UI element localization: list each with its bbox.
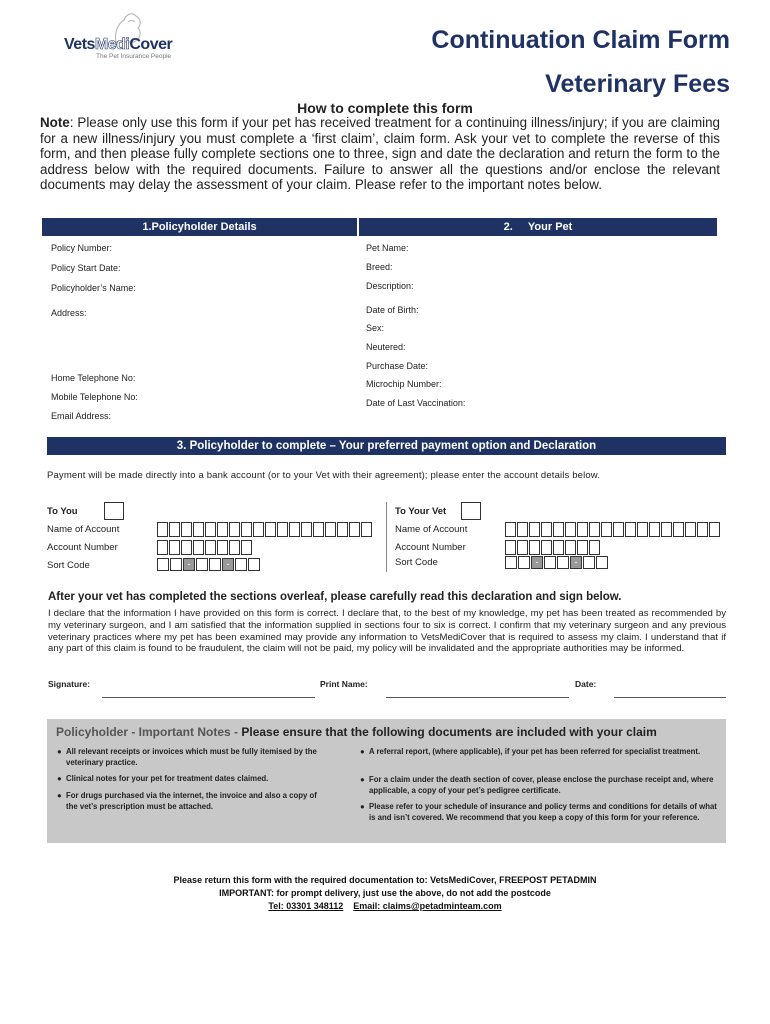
payment-divider: [386, 502, 387, 572]
logo-tagline: The Pet Insurance People: [96, 53, 172, 60]
bullet-icon: ●: [57, 747, 62, 756]
vet-account-number-input[interactable]: [505, 540, 601, 555]
form-title: Continuation Claim Form: [431, 26, 730, 54]
print-name-label: Print Name:: [320, 679, 368, 689]
note-right-2: ● For a claim under the death section of cover, please enclose the purchase receipt and, where applicable, a copy of your pet’s pedigree certificate.: [360, 775, 714, 795]
return-address: Please return this form with the required documentation to: VetsMediCover, FREEPOST PETADMIN: [173, 875, 597, 885]
policyholder-name-field[interactable]: Policyholder’s Name:: [51, 283, 136, 293]
important-notes-title: [56, 725, 657, 739]
logo-cover: Cover: [129, 36, 173, 53]
you-account-number-label: Account Number: [47, 542, 118, 553]
policy-start-date-field[interactable]: Policy Start Date:: [51, 263, 121, 273]
to-you-label: To You: [47, 506, 78, 517]
you-account-name-input[interactable]: [157, 522, 373, 537]
vet-account-number-label: Account Number: [395, 542, 466, 553]
vet-name-of-account-label: Name of Account: [395, 524, 468, 535]
notes-title-text: Please ensure that the following documents are included with your claim: [241, 725, 657, 739]
address-field[interactable]: Address:: [51, 308, 87, 318]
mobile-telephone-field[interactable]: Mobile Telephone No:: [51, 392, 138, 402]
to-vet-label: To Your Vet: [395, 506, 447, 517]
vet-account-name-input[interactable]: [505, 522, 721, 537]
instructions-heading: How to complete this form: [297, 100, 473, 116]
postcode-note: IMPORTANT: for prompt delivery, just use the above, do not add the postcode: [219, 888, 551, 898]
note-left-1: ● All relevant receipts or invoices which must be fully itemised by the veterinary practice.: [57, 747, 317, 767]
logo-wordmark: [64, 36, 172, 54]
signature-label: Signature:: [48, 679, 91, 689]
you-sort-code-label: Sort Code: [47, 560, 90, 571]
bullet-icon: ●: [360, 775, 365, 784]
telephone-link[interactable]: Tel: 03301 348112: [268, 901, 344, 911]
policy-number-field[interactable]: Policy Number:: [51, 243, 113, 253]
note-text: : Please only use this form if your pet has received treatment for a continuing illness/injury; if you are claiming for a new illness/injury you must complete a ‘first claim’, claim form. Ask your vet to complete the reverse of this form, and then please fully complete sections one to three, sign and date the declaration and return the form to the address below with the required documents. Failure to answer all the questions and/or enclose the relevant documents may delay the assessment of your claim. Please refer to the important notes below.: [40, 115, 720, 192]
neutered-field[interactable]: Neutered:: [366, 342, 406, 352]
description-field[interactable]: Description:: [366, 281, 414, 291]
signature-line[interactable]: [102, 697, 315, 698]
bullet-icon: ●: [57, 791, 62, 800]
note-label: Note: [40, 115, 70, 130]
bullet-icon: ●: [57, 774, 62, 783]
company-logo: [62, 10, 192, 65]
section-2-header: 2. Your Pet: [359, 218, 717, 236]
note-left-2: ● Clinical notes for your pet for treatment dates claimed.: [57, 774, 269, 783]
purchase-date-field[interactable]: Purchase Date:: [366, 361, 429, 371]
print-name-line[interactable]: [386, 697, 569, 698]
contact-line: [0, 901, 770, 911]
instructions-note: [40, 115, 720, 193]
vet-sort-code-label: Sort Code: [395, 557, 438, 568]
section-3-header: 3. Policyholder to complete – Your preferred payment option and Declaration: [47, 437, 726, 455]
last-vaccination-date-field[interactable]: Date of Last Vaccination:: [366, 398, 466, 408]
logo-vets: Vets: [64, 36, 95, 53]
payment-instructions: Payment will be made directly into a bank account (or to your Vet with their agreement); please enter the account details below.: [47, 470, 601, 481]
section-1-header: 1.Policyholder Details: [42, 218, 357, 236]
bullet-icon: ●: [360, 802, 365, 811]
declaration-text: I declare that the information I have provided on this form is correct. I declare that, to the best of my knowledge, my pet has been treated as recommended by my veterinary surgeon, and I am satisfied that the information supplied in sections four to six is correct. I confirm that my veterinary surgeon and any previous veterinary practices where my pet has been examined may provide any information to VetsMediCover that is required to assess my claim. I understand that if any part of this claim is found to be fraudulent, the claim will not be paid, my policy will be invalidated and the appropriate authorities may be informed.: [48, 608, 726, 655]
note-left-3: ● For drugs purchased via the internet, the invoice and also a copy of the vet’s prescription must be attached.: [57, 791, 317, 811]
email-address-field[interactable]: Email Address:: [51, 411, 112, 421]
note-right-3: ● Please refer to your schedule of insurance and policy terms and conditions for details of what is and isn’t covered. We recommend that you keep a copy of this form for your reference.: [360, 802, 717, 822]
date-line[interactable]: [614, 697, 726, 698]
pet-name-field[interactable]: Pet Name:: [366, 243, 409, 253]
to-vet-checkbox[interactable]: [461, 502, 481, 520]
you-account-number-input[interactable]: [157, 540, 253, 555]
home-telephone-field[interactable]: Home Telephone No:: [51, 373, 136, 383]
logo-medi: Medi: [94, 36, 130, 53]
email-link[interactable]: Email: claims@petadminteam.com: [353, 901, 502, 911]
microchip-number-field[interactable]: Microchip Number:: [366, 379, 442, 389]
vet-sort-code-input[interactable]: - -: [505, 556, 609, 569]
note-right-1: ● A referral report, (where applicable), if your pet has been referred for specialist treatment.: [360, 747, 701, 756]
notes-title-prefix: Policyholder - Important Notes -: [56, 725, 242, 739]
to-you-checkbox[interactable]: [104, 502, 124, 520]
you-name-of-account-label: Name of Account: [47, 524, 120, 535]
you-sort-code-input[interactable]: - -: [157, 558, 261, 571]
sex-field[interactable]: Sex:: [366, 323, 385, 333]
breed-field[interactable]: Breed:: [366, 262, 393, 272]
bullet-icon: ●: [360, 747, 365, 756]
date-of-birth-field[interactable]: Date of Birth:: [366, 305, 419, 315]
date-label: Date:: [575, 679, 597, 689]
form-subtitle: Veterinary Fees: [545, 70, 730, 98]
declaration-heading: After your vet has completed the sections overleaf, please carefully read this declaration and sign below.: [48, 591, 622, 603]
